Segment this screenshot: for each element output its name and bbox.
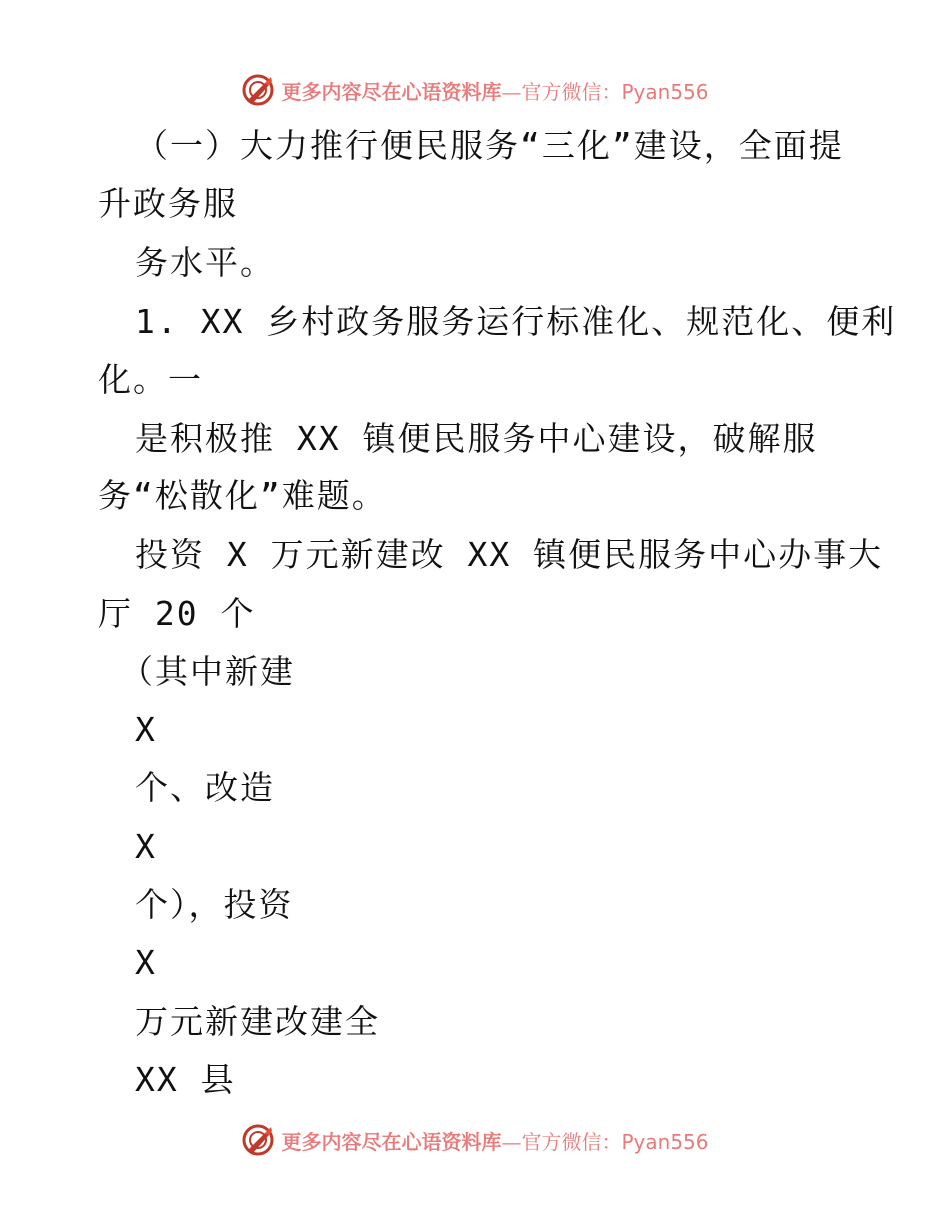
paragraph-line: XX 县 [135, 1060, 236, 1099]
paragraph-line: 务“松散化”难题。 [98, 476, 387, 515]
watermark-site-text: 更多内容尽在心语资料库 [281, 79, 502, 104]
watermark-wechat-id: Pyan556 [621, 1129, 709, 1154]
paragraph-line: 投资 X 万元新建改 XX 镇便民服务中心办事大 [135, 535, 884, 574]
paragraph-line: 厅 20 个 [98, 594, 256, 633]
paragraph-line: 化。一 [98, 360, 203, 399]
paragraph-line: 升政务服 [98, 184, 238, 223]
paragraph-line: （一）大力推行便民服务“三化”建设，全面提 [135, 126, 844, 165]
paragraph-line: X [135, 827, 157, 866]
watermark-banner-bottom [0, 1120, 950, 1160]
paragraph-line: X [135, 943, 157, 982]
paragraph-line: （其中新建 [120, 652, 295, 691]
paragraph-line: 1. XX 乡村政务服务运行标准化、规范化、便利 [135, 302, 897, 341]
pen-logo-icon [241, 1123, 275, 1157]
paragraph-line: 是积极推 XX 镇便民服务中心建设，破解服 [135, 419, 818, 458]
paragraph-line: X [135, 710, 157, 749]
watermark-wechat-id: Pyan556 [621, 79, 709, 104]
watermark-wechat-label: 官方微信： [521, 1129, 622, 1154]
paragraph-line: 个、改造 [135, 768, 275, 807]
paragraph-line: 务水平。 [135, 243, 275, 282]
watermark-separator: — [501, 79, 522, 104]
watermark-site-text: 更多内容尽在心语资料库 [281, 1129, 502, 1154]
watermark-separator: — [501, 1129, 522, 1154]
watermark-wechat-label: 官方微信： [521, 79, 622, 104]
paragraph-line: 个），投资 [135, 885, 294, 924]
paragraph-line: 万元新建改建全 [135, 1002, 380, 1041]
